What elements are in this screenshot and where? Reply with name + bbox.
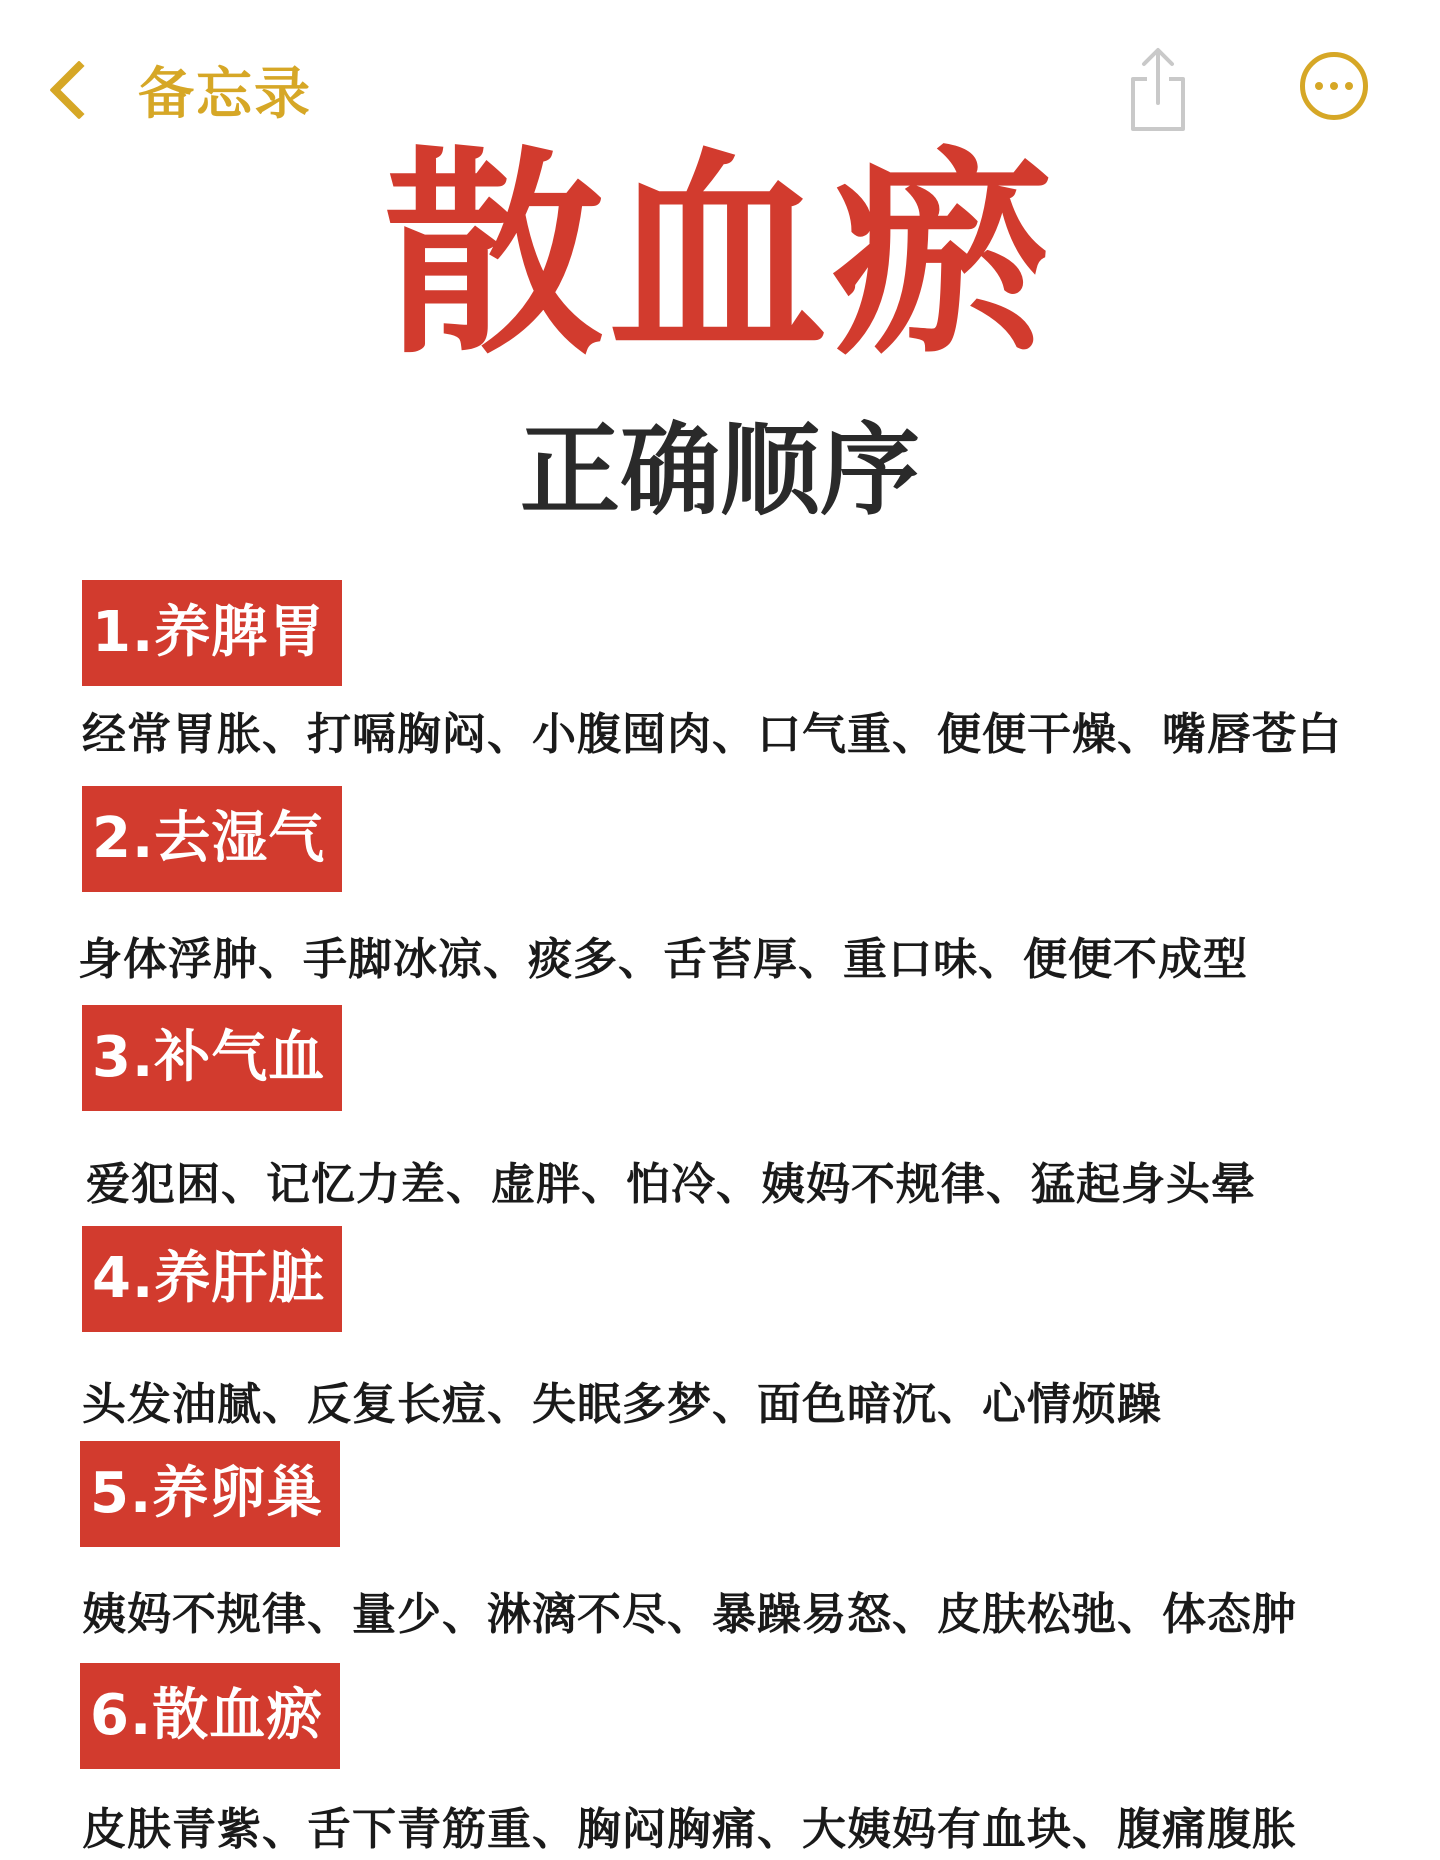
back-label: 备忘录 (138, 62, 312, 127)
section-badge: 3.补气血 (82, 1005, 342, 1111)
section-badge: 4.养肝脏 (82, 1226, 342, 1332)
section-description: 身体浮肿、手脚冰凉、痰多、舌苔厚、重口味、便便不成型 (78, 934, 1248, 985)
more-icon-dot (1315, 82, 1323, 90)
more-icon-dot (1345, 82, 1353, 90)
section-badge: 2.去湿气 (82, 786, 342, 892)
back-button[interactable] (40, 55, 312, 125)
section-badge: 1.养脾胃 (82, 580, 342, 686)
share-icon[interactable] (1125, 45, 1191, 135)
page-title: 散血瘀 (383, 125, 1056, 384)
section-description: 皮肤青紫、舌下青筋重、胸闷胸痛、大姨妈有血块、腹痛腹胀 (82, 1804, 1297, 1855)
more-icon-dot (1330, 82, 1338, 90)
page-subtitle: 正确顺序 (520, 411, 920, 529)
section-description: 爱犯困、记忆力差、虚胖、怕冷、姨妈不规律、猛起身头晕 (86, 1159, 1256, 1210)
chevron-left-icon (49, 60, 108, 119)
section-badge: 5.养卵巢 (80, 1441, 340, 1547)
section-description: 姨妈不规律、量少、淋漓不尽、暴躁易怒、皮肤松弛、体态肿 (82, 1589, 1297, 1640)
more-options-button[interactable] (1300, 52, 1368, 120)
section-description: 头发油腻、反复长痘、失眠多梦、面色暗沉、心情烦躁 (82, 1379, 1162, 1430)
section-description: 经常胃胀、打嗝胸闷、小腹囤肉、口气重、便便干燥、嘴唇苍白 (82, 709, 1342, 760)
section-badge: 6.散血瘀 (80, 1663, 340, 1769)
